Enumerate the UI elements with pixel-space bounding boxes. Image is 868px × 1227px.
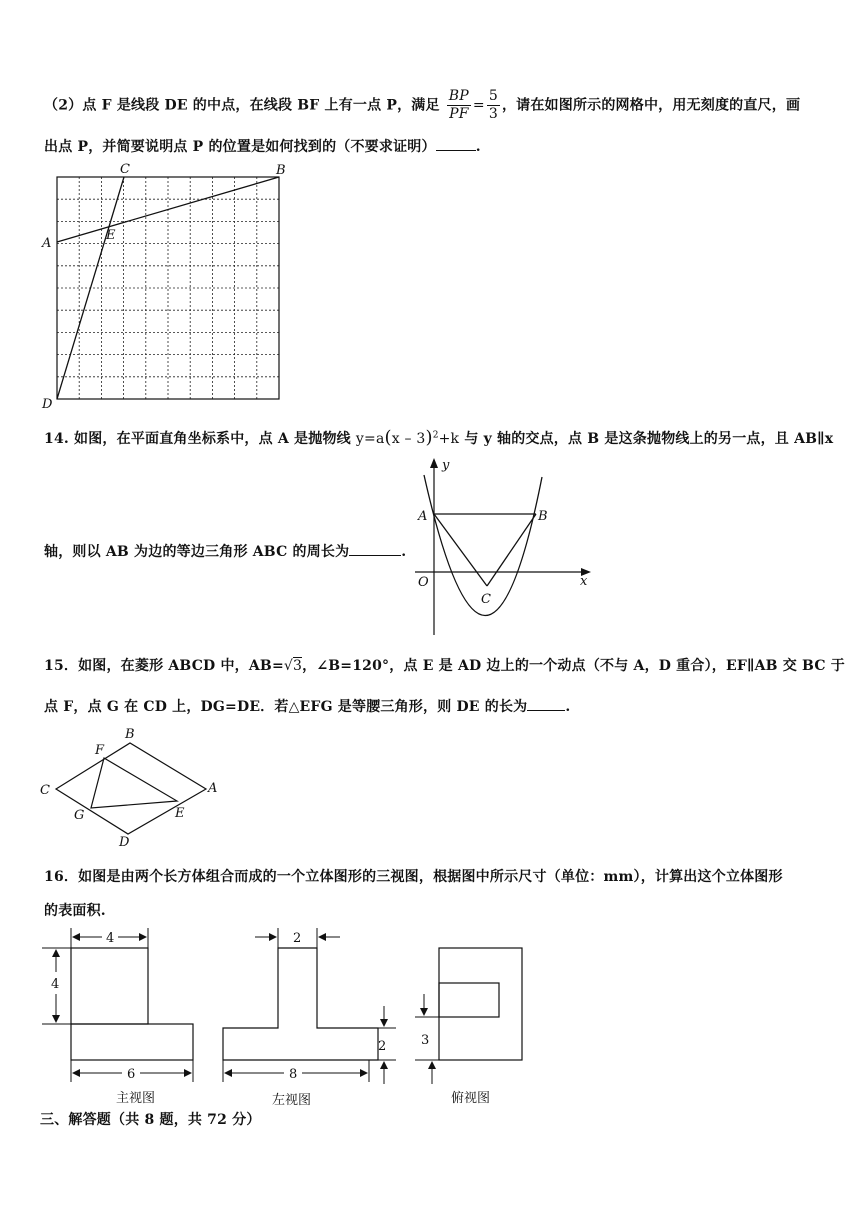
q14-line1 (44, 427, 833, 448)
q15-line1 (44, 655, 845, 675)
label-d: D (119, 835, 130, 850)
front-top-width: 4 (106, 931, 115, 946)
q15-line2 (44, 696, 570, 716)
q13-prefix: （2）点 F 是线段 DE 的中点，在线段 BF 上有一点 P，满足 (44, 97, 440, 114)
front-bottom-width: 6 (127, 1067, 136, 1082)
q16-line1-text: 16．如图是由两个长方体组合而成的一个立体图形的三视图，根据图中所示尺寸（单位：mm），计算出这个立体图形 (44, 869, 783, 885)
q16-line2-text: 的表面积. (44, 903, 106, 919)
q15-line2-text: 点 F，点 G 在 CD 上，DG=DE．若△EFG 是等腰三角形，则 DE 的长为 (44, 699, 528, 715)
q15-end: . (565, 699, 571, 715)
triangle-efg (91, 758, 177, 808)
q15-line1-a: 15．如图，在菱形 ABCD 中，AB= (44, 658, 284, 674)
q13-line1 (44, 88, 800, 123)
q14-line1-b: 与 y 轴的交点，点 B 是这条抛物线上的另一点，且 AB∥x (464, 431, 834, 447)
three-views-figure (30, 920, 550, 1110)
label-e: E (106, 228, 116, 243)
label-b: B (276, 163, 286, 178)
sqrt-expr: √3 (283, 658, 303, 674)
top-view-caption: 俯视图 (451, 1091, 491, 1106)
label-a: A (418, 509, 428, 524)
label-a: A (42, 236, 52, 251)
front-height: 4 (51, 977, 60, 992)
q15-line1-b: ，∠B=120°，点 E 是 AD 边上的一个动点（不与 A，D 重合），EF∥AB 交 BC 于 (302, 658, 845, 674)
q14-line1-a: 14. 如图，在平面直角坐标系中，点 A 是抛物线 (44, 431, 351, 447)
label-d: D (42, 397, 53, 412)
left-view (223, 928, 396, 1108)
grid-figure (40, 160, 300, 410)
label-e: E (175, 806, 185, 821)
formula-c: +k (438, 431, 460, 447)
front-view (42, 928, 193, 1106)
answer-blank (349, 543, 401, 556)
q14-line2 (44, 541, 406, 561)
label-x: x (580, 574, 588, 589)
label-b: B (125, 727, 135, 742)
section-heading (40, 1109, 261, 1129)
answer-blank (436, 138, 476, 151)
q13-end: . (475, 139, 481, 155)
q16-line2 (44, 900, 106, 920)
top-view-dim: 3 (421, 1033, 430, 1048)
q16-line1 (44, 866, 783, 886)
label-f: F (95, 743, 105, 758)
parabola-formula: y=a(x – 3)$^2$+k (355, 427, 460, 448)
sqrt-value: 3 (293, 658, 303, 674)
label-y: y (442, 458, 450, 473)
label-c: C (481, 592, 491, 607)
label-g: G (74, 808, 85, 823)
q14-line2-text: 轴，则以 AB 为边的等边三角形 ABC 的周长为 (44, 544, 350, 560)
ratio-value (487, 88, 500, 123)
q13-line2-text: 出点 P，并简要说明点 P 的位置是如何找到的（不要求证明） (44, 139, 436, 155)
answer-blank (527, 698, 565, 711)
ratio-value-den: 3 (488, 106, 498, 122)
left-view-caption: 左视图 (272, 1093, 312, 1108)
label-o: O (418, 575, 429, 590)
q13-line2 (44, 136, 481, 156)
parabola-figure (410, 455, 600, 645)
section-3-title: 三、解答题（共 8 题，共 72 分） (40, 1112, 261, 1128)
label-a: A (208, 781, 218, 796)
label-b: B (538, 509, 548, 524)
formula-a: y=a (355, 431, 385, 447)
rhombus-figure (38, 722, 228, 850)
q14-end: . (401, 544, 407, 560)
left-bottom-width: 8 (289, 1067, 298, 1082)
ratio-value-num: 5 (488, 88, 498, 104)
formula-exp: 2 (432, 430, 439, 441)
equals-sign: = (472, 97, 485, 114)
ratio-numerator: BP (448, 88, 469, 104)
front-view-caption: 主视图 (116, 1091, 156, 1106)
ratio-bp-pf (447, 88, 471, 123)
formula-b: x – 3 (391, 431, 426, 447)
left-top-width: 2 (293, 931, 302, 946)
ratio-denominator: PF (449, 106, 469, 122)
label-c: C (120, 162, 130, 177)
top-view (415, 948, 522, 1106)
q13-suffix: ，请在如图所示的网格中，用无刻度的直尺，画 (501, 97, 801, 114)
left-right-height: 2 (378, 1039, 387, 1054)
label-c: C (40, 783, 50, 798)
